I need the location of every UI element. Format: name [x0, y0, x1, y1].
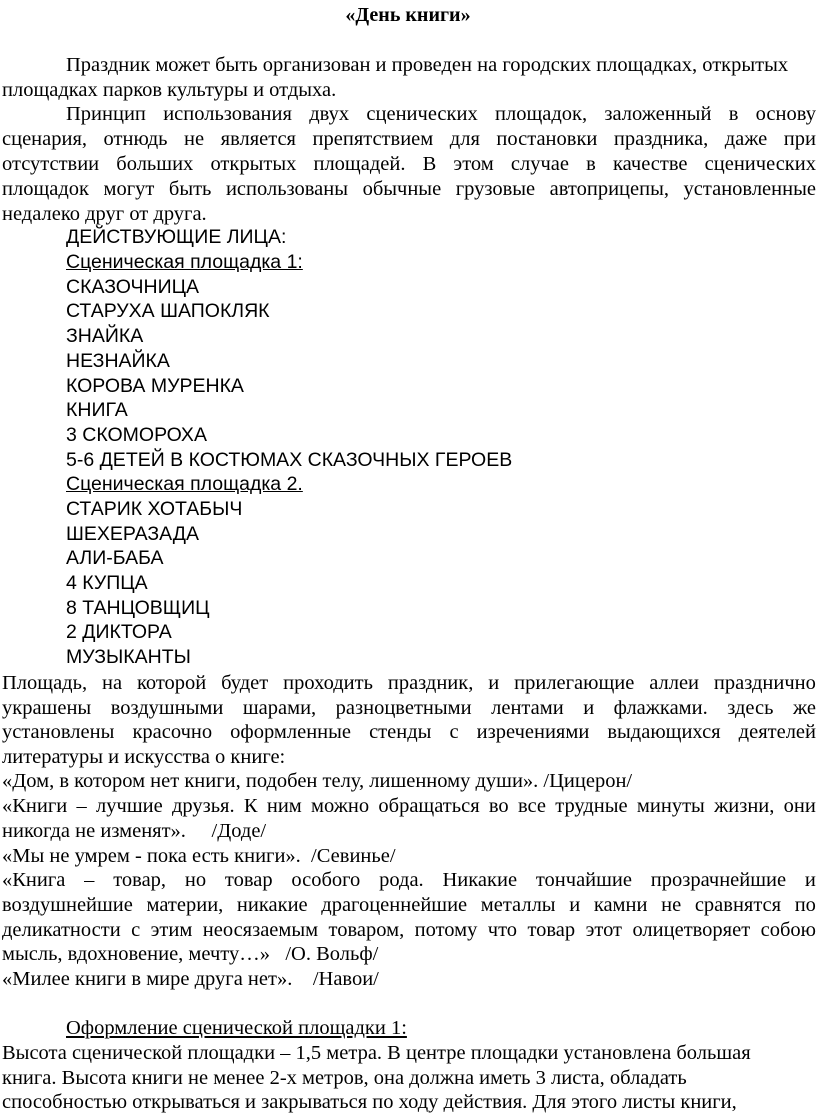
venue-line-1: Площадь, на которой будет проходить праздник, и прилегающие аллеи празднично — [2, 672, 816, 694]
cast-stage-2-item: АЛИ-БАБА — [66, 547, 164, 569]
intro-p2-line-4: площадок могут быть использованы обычные грузовые автоприцепы, установленные — [2, 178, 816, 200]
quote-wolf-line-2: воздушнейшие материи, никакие драгоценнейшие металлы и камни не сравнятся по — [2, 894, 816, 916]
cast-stage-1-item: КНИГА — [66, 399, 128, 421]
quote-daudet-line-1: «Книги – лучшие друзья. К ним можно обращаться во все трудные минуты жизни, они — [2, 795, 816, 817]
quote-wolf-line-4: мысль, вдохновение, мечту…» /О. Вольф/ — [2, 943, 379, 965]
quote-navoi: «Милее книги в мире друга нет». /Навои/ — [2, 968, 379, 990]
cast-stage-2-item: СТАРИК ХОТАБЫЧ — [66, 498, 243, 520]
quote-cicero: «Дом, в котором нет книги, подобен телу, лишенному души». /Цицерон/ — [2, 770, 633, 792]
cast-stage-1-item: КОРОВА МУРЕНКА — [66, 375, 244, 397]
cast-stage-2-item: 8 ТАНЦОВЩИЦ — [66, 597, 210, 619]
stage-design-line-1: Высота сценической площадки – 1,5 метра. В центре площадки установлена большая — [2, 1042, 751, 1064]
stage-design-heading: Оформление сценической площадки 1: — [66, 1017, 407, 1039]
cast-stage-2-item: 2 ДИКТОРА — [66, 621, 172, 643]
cast-stage-1-item: НЕЗНАЙКА — [66, 350, 170, 372]
cast-stage-1-item: 3 СКОМОРОХА — [66, 424, 207, 446]
intro-p1-line-1: Праздник может быть организован и проведен на городских площадках, открытых — [66, 54, 789, 76]
venue-line-3: установлены красочно оформленные стенды с изречениями выдающихся деятелей — [2, 721, 816, 743]
cast-stage-1-item: СКАЗОЧНИЦА — [66, 276, 200, 298]
document-title: «День книги» — [345, 4, 471, 26]
quote-wolf-line-1: «Книга – товар, но товар особого рода. Никакие тончайшие прозрачнейшие и — [2, 869, 816, 891]
cast-stage-1-item: ЗНАЙКА — [66, 325, 144, 347]
cast-stage-2-item: МУЗЫКАНТЫ — [66, 646, 191, 668]
cast-heading: ДЕЙСТВУЮЩИЕ ЛИЦА: — [66, 226, 287, 248]
intro-p2-line-5: недалеко друг от друга. — [2, 203, 207, 225]
intro-p2-line-1: Принцип использования двух сценических площадок, заложенный в основу — [66, 103, 816, 125]
intro-p2-line-2: сценария, отнюдь не является препятствием для постановки праздника, даже при — [2, 128, 816, 150]
intro-p2-line-3: отсутствии больших открытых площадей. В этом случае в качестве сценических — [2, 153, 816, 175]
quote-wolf-line-3: деликатности с этим неосязаемым товаром, потому что товар этот олицетворяет собою — [2, 919, 816, 941]
venue-line-2: украшены воздушными шарами, разноцветными лентами и флажками. здесь же — [2, 697, 816, 719]
intro-p1-line-2: площадках парков культуры и отдыха. — [2, 79, 337, 101]
cast-stage-2-item: 4 КУПЦА — [66, 572, 148, 594]
stage-1-heading: Сценическая площадка 1: — [66, 251, 303, 273]
cast-stage-1-item: СТАРУХА ШАПОКЛЯК — [66, 300, 270, 322]
quote-daudet-line-2: никогда не изменят». /Доде/ — [2, 820, 267, 842]
quote-sevigne: «Мы не умрем - пока есть книги». /Севинье/ — [2, 845, 396, 867]
stage-2-heading: Сценическая площадка 2. — [66, 473, 303, 495]
venue-line-4: литературы и искусства о книге: — [2, 746, 286, 768]
stage-design-line-2: книга. Высота книги не менее 2-х метров, она должна иметь 3 листа, обладать — [2, 1067, 687, 1089]
stage-design-line-3: способностью открываться и закрываться по ходу действия. Для этого листы книги, — [2, 1091, 737, 1113]
cast-stage-2-item: ШЕХЕРАЗАДА — [66, 523, 200, 545]
cast-stage-1-item: 5-6 ДЕТЕЙ В КОСТЮМАХ СКАЗОЧНЫХ ГЕРОЕВ — [66, 449, 513, 471]
